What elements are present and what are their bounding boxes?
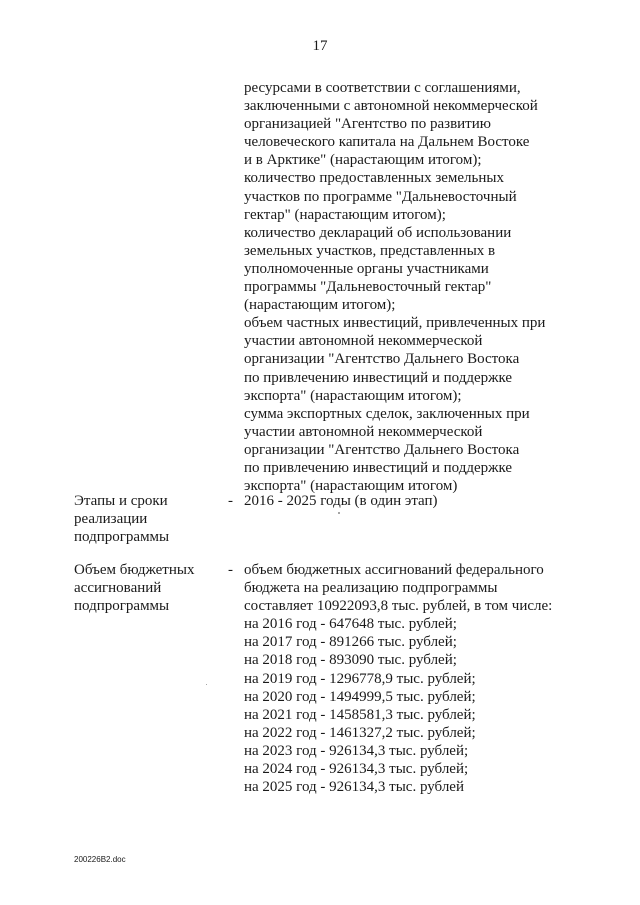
value-line: на 2022 год - 1461327,2 тыс. рублей; bbox=[244, 724, 476, 741]
file-name-footer: 200226B2.doc bbox=[74, 855, 126, 864]
label-line: Объем бюджетных bbox=[74, 562, 195, 578]
page-number: 17 bbox=[312, 38, 328, 54]
text-line: организации "Агентство Дальнего Востока bbox=[244, 441, 520, 458]
value-line: на 2025 год - 926134,3 тыс. рублей bbox=[244, 779, 464, 796]
value-line: на 2024 год - 926134,3 тыс. рублей; bbox=[244, 761, 469, 778]
label-line: ассигнований bbox=[74, 580, 162, 597]
scan-speck bbox=[338, 512, 340, 514]
value-line: на 2019 год - 1296778,9 тыс. рублей; bbox=[244, 670, 476, 687]
text-line: количество предоставленных земельных bbox=[244, 170, 504, 187]
text-line: ресурсами в соответствии с соглашениями, bbox=[244, 80, 521, 96]
scan-speck bbox=[206, 684, 207, 685]
text-line: сумма экспортных сделок, заключенных при bbox=[244, 405, 530, 422]
text-line: программы "Дальневосточный гектар" bbox=[244, 279, 492, 296]
value-line: на 2021 год - 1458581,3 тыс. рублей; bbox=[244, 706, 476, 723]
text-line: участии автономной некоммерческой bbox=[244, 423, 483, 440]
label-line: реализации bbox=[74, 511, 148, 528]
value-line: на 2016 год - 647648 тыс. рублей; bbox=[244, 616, 457, 633]
budget-separator: - bbox=[228, 562, 233, 578]
text-line: заключенными с автономной некоммерческой bbox=[244, 98, 538, 115]
indicators-continued-text bbox=[244, 79, 545, 495]
text-line: экспорта" (нарастающим итогом); bbox=[244, 387, 462, 404]
text-line: и в Арктике" (нарастающим итогом); bbox=[244, 152, 482, 169]
budget-label bbox=[74, 561, 194, 615]
label-line: Этапы и сроки bbox=[74, 493, 168, 509]
value-line: на 2020 год - 1494999,5 тыс. рублей; bbox=[244, 688, 476, 705]
text-line: участии автономной некоммерческой bbox=[244, 333, 483, 350]
text-line: по привлечению инвестиций и поддержке bbox=[244, 459, 513, 476]
text-line: (нарастающим итогом); bbox=[244, 297, 396, 314]
stages-label bbox=[74, 492, 169, 546]
text-line: количество деклараций об использовании bbox=[244, 224, 512, 241]
value-line: на 2017 год - 891266 тыс. рублей; bbox=[244, 634, 457, 651]
value-line: 2016 - 2025 годы (в один этап) bbox=[244, 493, 438, 509]
text-line: земельных участков, представленных в bbox=[244, 242, 496, 259]
stages-separator: - bbox=[228, 493, 233, 509]
budget-value bbox=[244, 561, 552, 796]
value-line: бюджета на реализацию подпрограммы bbox=[244, 580, 498, 597]
stages-value bbox=[244, 492, 438, 510]
value-line: составляет 10922093,8 тыс. рублей, в том числе: bbox=[244, 598, 553, 615]
text-line: гектар" (нарастающим итогом); bbox=[244, 206, 446, 223]
label-line: подпрограммы bbox=[74, 598, 170, 615]
text-line: организацией "Агентство по развитию bbox=[244, 116, 491, 133]
text-line: участков по программе "Дальневосточный bbox=[244, 188, 517, 205]
text-line: экспорта" (нарастающим итогом) bbox=[244, 478, 458, 495]
value-line: на 2023 год - 926134,3 тыс. рублей; bbox=[244, 742, 469, 759]
value-line: объем бюджетных ассигнований федерального bbox=[244, 562, 544, 578]
text-line: объем частных инвестиций, привлеченных при bbox=[244, 315, 546, 332]
value-line: на 2018 год - 893090 тыс. рублей; bbox=[244, 652, 457, 669]
text-line: по привлечению инвестиций и поддержке bbox=[244, 369, 513, 386]
text-line: человеческого капитала на Дальнем Востоке bbox=[244, 134, 530, 151]
label-line: подпрограммы bbox=[74, 529, 170, 546]
text-line: организации "Агентство Дальнего Востока bbox=[244, 351, 520, 368]
text-line: уполномоченные органы участниками bbox=[244, 260, 489, 277]
